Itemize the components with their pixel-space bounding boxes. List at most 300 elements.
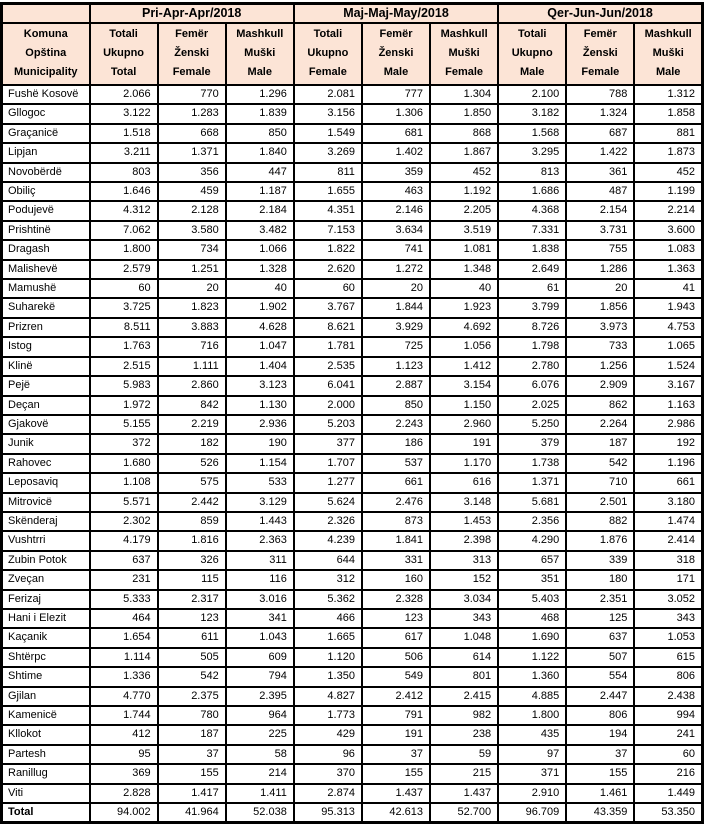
value-cell: 687: [566, 124, 634, 143]
value-cell: 2.146: [362, 201, 430, 220]
table-row: [2, 318, 703, 337]
value-cell: 1.047: [226, 337, 294, 356]
value-cell: 187: [566, 434, 634, 453]
value-cell: 1.272: [362, 260, 430, 279]
value-cell: 311: [226, 551, 294, 570]
value-cell: 37: [362, 745, 430, 764]
value-cell: 526: [158, 454, 226, 473]
value-cell: 466: [294, 609, 362, 628]
value-cell: 1.111: [158, 357, 226, 376]
value-cell: 1.437: [362, 784, 430, 803]
column-header-m1-c2: [158, 23, 226, 85]
value-cell: 452: [634, 163, 702, 182]
municipality-name-cell: Deçan: [2, 396, 90, 415]
value-cell: 2.442: [158, 493, 226, 512]
value-cell: 5.362: [294, 590, 362, 609]
column-header-line: Ukupno: [511, 47, 553, 59]
value-cell: 152: [430, 570, 498, 589]
value-cell: 40: [226, 279, 294, 298]
value-cell: 214: [226, 764, 294, 783]
column-header-line: Totali: [109, 28, 138, 40]
municipality-header-line-en: Municipality: [13, 66, 78, 78]
municipality-name-cell: Shtërpc: [2, 648, 90, 667]
value-cell: 115: [158, 570, 226, 589]
value-cell: 3.167: [634, 376, 702, 395]
table-row: [2, 240, 703, 259]
value-cell: 447: [226, 163, 294, 182]
value-cell: 190: [226, 434, 294, 453]
value-cell: 216: [634, 764, 702, 783]
value-cell: 791: [362, 706, 430, 725]
value-cell: 661: [362, 473, 430, 492]
value-cell: 1.114: [90, 648, 158, 667]
value-cell: 2.535: [294, 357, 362, 376]
table-row: [2, 784, 703, 803]
table-row: [2, 764, 703, 783]
value-cell: 575: [158, 473, 226, 492]
value-cell: 370: [294, 764, 362, 783]
value-cell: 1.972: [90, 396, 158, 415]
value-cell: 191: [430, 434, 498, 453]
value-cell: 1.823: [158, 298, 226, 317]
value-cell: 2.363: [226, 531, 294, 550]
column-header-line: Female: [445, 66, 484, 78]
value-cell: 60: [90, 279, 158, 298]
municipality-name-cell: Prizren: [2, 318, 90, 337]
value-cell: 3.156: [294, 104, 362, 123]
value-cell: 507: [566, 648, 634, 667]
value-cell: 3.211: [90, 143, 158, 162]
value-cell: 487: [566, 182, 634, 201]
value-cell: 4.885: [498, 687, 566, 706]
value-cell: 7.153: [294, 221, 362, 240]
municipality-name-cell: Kaçanik: [2, 628, 90, 647]
value-cell: 1.453: [430, 512, 498, 531]
municipality-name-cell: Graçanicë: [2, 124, 90, 143]
value-cell: 542: [158, 667, 226, 686]
column-header-line: Muški: [652, 47, 684, 59]
value-cell: 733: [566, 337, 634, 356]
column-header-line: Female: [172, 66, 211, 78]
municipality-name-cell: Rahovec: [2, 454, 90, 473]
column-header-line: Female: [581, 66, 620, 78]
value-cell: 312: [294, 570, 362, 589]
value-cell: 2.476: [362, 493, 430, 512]
value-cell: 1.655: [294, 182, 362, 201]
column-header-line: Male: [383, 66, 409, 78]
column-header-line: Female: [308, 66, 347, 78]
value-cell: 1.840: [226, 143, 294, 162]
municipality-name-cell: Leposaviq: [2, 473, 90, 492]
value-cell: 803: [90, 163, 158, 182]
value-cell: 850: [362, 396, 430, 415]
value-cell: 351: [498, 570, 566, 589]
table-row: [2, 85, 703, 104]
month-header-may: Maj-Maj-May/2018: [294, 4, 498, 24]
total-row: [2, 803, 703, 823]
value-cell: 160: [362, 570, 430, 589]
municipality-name-cell: Hani i Elezit: [2, 609, 90, 628]
municipality-name-cell: Fushë Kosovë: [2, 85, 90, 104]
value-cell: 681: [362, 124, 430, 143]
value-cell: 1.665: [294, 628, 362, 647]
value-cell: 806: [634, 667, 702, 686]
value-cell: 1.130: [226, 396, 294, 415]
value-cell: 58: [226, 745, 294, 764]
value-cell: 5.681: [498, 493, 566, 512]
municipality-name-cell: Lipjan: [2, 143, 90, 162]
value-cell: 1.411: [226, 784, 294, 803]
value-cell: 882: [566, 512, 634, 531]
value-cell: 4.753: [634, 318, 702, 337]
value-cell: 37: [158, 745, 226, 764]
value-cell: 379: [498, 434, 566, 453]
value-cell: 859: [158, 512, 226, 531]
column-header-line: Ženski: [378, 47, 414, 59]
value-cell: 20: [158, 279, 226, 298]
value-cell: 1.568: [498, 124, 566, 143]
value-cell: 5.203: [294, 415, 362, 434]
value-cell: 41.964: [158, 803, 226, 823]
value-cell: 3.973: [566, 318, 634, 337]
value-cell: 1.324: [566, 104, 634, 123]
municipality-name-cell: Malishevë: [2, 260, 90, 279]
value-cell: 3.929: [362, 318, 430, 337]
value-cell: 468: [498, 609, 566, 628]
value-cell: 1.277: [294, 473, 362, 492]
value-cell: 97: [498, 745, 566, 764]
table-row: [2, 298, 703, 317]
value-cell: 361: [566, 163, 634, 182]
municipality-name-cell: Klinë: [2, 357, 90, 376]
value-cell: 2.579: [90, 260, 158, 279]
value-cell: 3.182: [498, 104, 566, 123]
table-row: [2, 124, 703, 143]
value-cell: 1.744: [90, 706, 158, 725]
value-cell: 777: [362, 85, 430, 104]
value-cell: 1.066: [226, 240, 294, 259]
column-header-line: Muški: [448, 47, 480, 59]
value-cell: 668: [158, 124, 226, 143]
value-cell: 1.680: [90, 454, 158, 473]
value-cell: 1.707: [294, 454, 362, 473]
value-cell: 326: [158, 551, 226, 570]
column-header-line: Ženski: [582, 47, 618, 59]
column-header-line: Male: [247, 66, 272, 78]
table-row: [2, 415, 703, 434]
value-cell: 125: [566, 609, 634, 628]
value-cell: 1.350: [294, 667, 362, 686]
value-cell: 187: [158, 725, 226, 744]
value-cell: 3.482: [226, 221, 294, 240]
municipality-name-cell: Kamenicë: [2, 706, 90, 725]
value-cell: 1.192: [430, 182, 498, 201]
value-cell: 3.725: [90, 298, 158, 317]
value-cell: 37: [566, 745, 634, 764]
value-cell: 61: [498, 279, 566, 298]
value-cell: 615: [634, 648, 702, 667]
value-cell: 1.690: [498, 628, 566, 647]
value-cell: 123: [362, 609, 430, 628]
value-cell: 20: [566, 279, 634, 298]
value-cell: 171: [634, 570, 702, 589]
value-cell: 3.180: [634, 493, 702, 512]
table-row: [2, 706, 703, 725]
value-cell: 464: [90, 609, 158, 628]
value-cell: 1.646: [90, 182, 158, 201]
value-cell: 60: [294, 279, 362, 298]
value-cell: 20: [362, 279, 430, 298]
value-cell: 2.351: [566, 590, 634, 609]
municipality-name-cell: Istog: [2, 337, 90, 356]
value-cell: 1.781: [294, 337, 362, 356]
value-cell: 1.800: [90, 240, 158, 259]
value-cell: 2.328: [362, 590, 430, 609]
value-cell: 716: [158, 337, 226, 356]
value-cell: 3.634: [362, 221, 430, 240]
value-cell: 2.219: [158, 415, 226, 434]
value-cell: 1.348: [430, 260, 498, 279]
column-header-line: Mashkull: [644, 28, 692, 40]
value-cell: 231: [90, 570, 158, 589]
value-cell: 1.196: [634, 454, 702, 473]
value-cell: 1.402: [362, 143, 430, 162]
value-cell: 1.867: [430, 143, 498, 162]
value-cell: 241: [634, 725, 702, 744]
value-cell: 1.336: [90, 667, 158, 686]
value-cell: 614: [430, 648, 498, 667]
value-cell: 2.264: [566, 415, 634, 434]
value-cell: 1.296: [226, 85, 294, 104]
value-cell: 1.417: [158, 784, 226, 803]
table-row: [2, 357, 703, 376]
value-cell: 2.081: [294, 85, 362, 104]
value-cell: 5.624: [294, 493, 362, 512]
value-cell: 2.154: [566, 201, 634, 220]
value-cell: 1.850: [430, 104, 498, 123]
value-cell: 372: [90, 434, 158, 453]
column-header-line: Mashkull: [440, 28, 488, 40]
value-cell: 52.700: [430, 803, 498, 823]
column-header-m2-c1: [294, 23, 362, 85]
municipality-name-cell: Gjakovë: [2, 415, 90, 434]
table-row: [2, 609, 703, 628]
value-cell: 1.360: [498, 667, 566, 686]
value-cell: 1.371: [158, 143, 226, 162]
value-cell: 1.858: [634, 104, 702, 123]
value-cell: 95: [90, 745, 158, 764]
value-cell: 1.943: [634, 298, 702, 317]
value-cell: 2.620: [294, 260, 362, 279]
value-cell: 3.731: [566, 221, 634, 240]
value-cell: 1.043: [226, 628, 294, 647]
value-cell: 313: [430, 551, 498, 570]
column-header-m2-c2: [362, 23, 430, 85]
value-cell: 2.909: [566, 376, 634, 395]
column-header-line: Ženski: [174, 47, 210, 59]
value-cell: 4.179: [90, 531, 158, 550]
value-cell: 2.302: [90, 512, 158, 531]
municipality-name-cell: Prishtinë: [2, 221, 90, 240]
value-cell: 2.066: [90, 85, 158, 104]
value-cell: 637: [566, 628, 634, 647]
value-cell: 377: [294, 434, 362, 453]
table-row: [2, 745, 703, 764]
value-cell: 1.081: [430, 240, 498, 259]
value-cell: 1.549: [294, 124, 362, 143]
value-cell: 609: [226, 648, 294, 667]
table-row: [2, 182, 703, 201]
value-cell: 537: [362, 454, 430, 473]
table-row: [2, 551, 703, 570]
value-cell: 343: [430, 609, 498, 628]
value-cell: 4.827: [294, 687, 362, 706]
value-cell: 1.256: [566, 357, 634, 376]
column-header-line: Totali: [313, 28, 343, 40]
value-cell: 2.412: [362, 687, 430, 706]
value-cell: 661: [634, 473, 702, 492]
table-row: [2, 104, 703, 123]
value-cell: 806: [566, 706, 634, 725]
municipality-statistics-table: [0, 2, 704, 824]
table-row: [2, 260, 703, 279]
value-cell: 1.065: [634, 337, 702, 356]
table-row: [2, 590, 703, 609]
value-cell: 2.960: [430, 415, 498, 434]
value-cell: 182: [158, 434, 226, 453]
column-header-line: Male: [655, 66, 681, 78]
value-cell: 4.351: [294, 201, 362, 220]
value-cell: 1.449: [634, 784, 702, 803]
value-cell: 339: [566, 551, 634, 570]
value-cell: 7.331: [498, 221, 566, 240]
value-cell: 2.438: [634, 687, 702, 706]
municipality-name-cell: Viti: [2, 784, 90, 803]
value-cell: 40: [430, 279, 498, 298]
value-cell: 850: [226, 124, 294, 143]
value-cell: 42.613: [362, 803, 430, 823]
value-cell: 1.048: [430, 628, 498, 647]
value-cell: 41: [634, 279, 702, 298]
value-cell: 5.250: [498, 415, 566, 434]
value-cell: 542: [566, 454, 634, 473]
value-cell: 1.844: [362, 298, 430, 317]
value-cell: 60: [634, 745, 702, 764]
value-cell: 2.317: [158, 590, 226, 609]
value-cell: 710: [566, 473, 634, 492]
value-cell: 1.108: [90, 473, 158, 492]
value-cell: 2.780: [498, 357, 566, 376]
table-row: [2, 570, 703, 589]
value-cell: 331: [362, 551, 430, 570]
column-header-line: Femër: [583, 28, 617, 40]
value-cell: 95.313: [294, 803, 362, 823]
value-cell: 43.359: [566, 803, 634, 823]
value-cell: 741: [362, 240, 430, 259]
value-cell: 1.654: [90, 628, 158, 647]
value-cell: 155: [362, 764, 430, 783]
value-cell: 811: [294, 163, 362, 182]
column-header-line: Ukupno: [307, 47, 349, 59]
value-cell: 4.628: [226, 318, 294, 337]
value-cell: 982: [430, 706, 498, 725]
table-row: [2, 201, 703, 220]
municipality-name-cell: Skënderaj: [2, 512, 90, 531]
table-row: [2, 221, 703, 240]
value-cell: 4.239: [294, 531, 362, 550]
table-row: [2, 628, 703, 647]
value-cell: 3.600: [634, 221, 702, 240]
value-cell: 1.443: [226, 512, 294, 531]
value-cell: 3.519: [430, 221, 498, 240]
value-cell: 2.243: [362, 415, 430, 434]
value-cell: 2.828: [90, 784, 158, 803]
municipality-name-cell: Mamushë: [2, 279, 90, 298]
value-cell: 7.062: [90, 221, 158, 240]
value-cell: 1.283: [158, 104, 226, 123]
value-cell: 369: [90, 764, 158, 783]
value-cell: 194: [566, 725, 634, 744]
table-header: [2, 4, 703, 86]
value-cell: 1.798: [498, 337, 566, 356]
value-cell: 554: [566, 667, 634, 686]
value-cell: 2.326: [294, 512, 362, 531]
value-cell: 1.122: [498, 648, 566, 667]
value-cell: 725: [362, 337, 430, 356]
value-cell: 2.515: [90, 357, 158, 376]
value-cell: 2.414: [634, 531, 702, 550]
table-row: [2, 434, 703, 453]
value-cell: 3.148: [430, 493, 498, 512]
table-row: [2, 376, 703, 395]
value-cell: 4.692: [430, 318, 498, 337]
value-cell: 873: [362, 512, 430, 531]
value-cell: 2.395: [226, 687, 294, 706]
value-cell: 1.328: [226, 260, 294, 279]
value-cell: 2.887: [362, 376, 430, 395]
table-row: [2, 531, 703, 550]
value-cell: 734: [158, 240, 226, 259]
value-cell: 1.312: [634, 85, 702, 104]
value-cell: 8.511: [90, 318, 158, 337]
municipality-name-cell: Kllokot: [2, 725, 90, 744]
value-cell: 5.983: [90, 376, 158, 395]
municipality-name-cell: Junik: [2, 434, 90, 453]
value-cell: 2.860: [158, 376, 226, 395]
value-cell: 116: [226, 570, 294, 589]
column-header-m2-c3: [430, 23, 498, 85]
value-cell: 2.205: [430, 201, 498, 220]
value-cell: 123: [158, 609, 226, 628]
value-cell: 3.122: [90, 104, 158, 123]
column-header-m3-c3: [634, 23, 702, 85]
value-cell: 2.910: [498, 784, 566, 803]
municipality-name-cell: Zubin Potok: [2, 551, 90, 570]
municipality-column-header: [2, 23, 90, 85]
value-cell: 2.100: [498, 85, 566, 104]
municipality-name-cell: Shtime: [2, 667, 90, 686]
value-cell: 1.838: [498, 240, 566, 259]
municipality-name-cell: Novobërdë: [2, 163, 90, 182]
table-row: [2, 163, 703, 182]
table-row: [2, 143, 703, 162]
month-header-april: Pri-Apr-Apr/2018: [90, 4, 294, 24]
value-cell: 616: [430, 473, 498, 492]
table-row: [2, 725, 703, 744]
table-row: [2, 687, 703, 706]
municipality-name-cell: Suharekë: [2, 298, 90, 317]
value-cell: 1.518: [90, 124, 158, 143]
